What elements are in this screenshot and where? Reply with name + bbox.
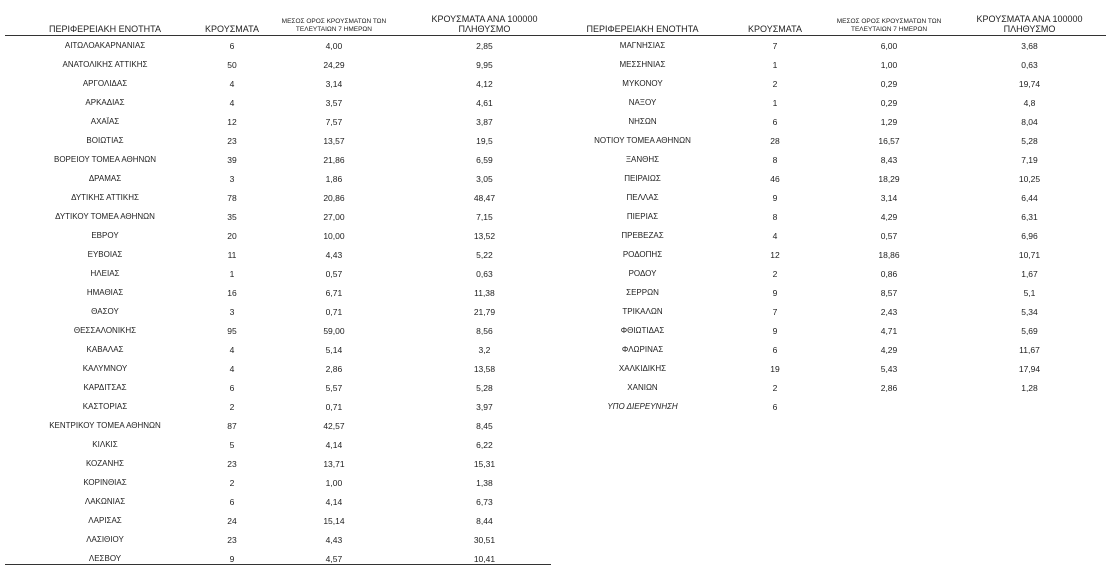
header-avg-7-days: ΜΕΣΟΣ ΟΡΟΣ ΚΡΟΥΣΜΑΤΩΝ ΤΩΝ ΤΕΛΕΥΤΑΙΩΝ 7 ΗΜΕΡΩΝ — [259, 12, 409, 36]
header-cases: ΚΡΟΥΣΜΑΤΑ — [725, 12, 825, 36]
table-row — [560, 131, 1106, 150]
per-100k-cell: 5,28 — [476, 382, 493, 393]
header-per-100k: ΚΡΟΥΣΜΑΤΑ ΑΝΑ 100000 ΠΛΗΘΥΣΜΟ — [409, 12, 560, 36]
per-100k-cell: 8,45 — [476, 420, 493, 431]
table-row — [5, 55, 560, 74]
region-cell: ΡΟΔΟΥ — [628, 269, 657, 278]
region-cell: ΠΙΕΡΙΑΣ — [626, 212, 659, 221]
cases-cell: 7 — [772, 306, 778, 317]
table-row — [5, 340, 560, 359]
avg-7-days-cell: 5,14 — [325, 344, 343, 355]
table-row — [5, 302, 560, 321]
table-row — [560, 245, 1106, 264]
cases-cell: 95 — [227, 325, 237, 336]
avg-7-days-cell: 4,29 — [880, 211, 898, 222]
table-body-left — [5, 36, 560, 569]
per-100k-cell: 4,12 — [476, 78, 493, 89]
cases-cell: 1 — [229, 268, 235, 279]
region-cell: ΛΕΣΒΟΥ — [88, 554, 122, 563]
per-100k-cell: 5,34 — [1021, 306, 1038, 317]
cases-cell: 6 — [229, 382, 235, 393]
region-cell: ΕΒΡΟΥ — [91, 231, 119, 240]
region-cell: ΚΟΡΙΝΘΙΑΣ — [83, 478, 127, 487]
region-cell: ΗΛΕΙΑΣ — [90, 269, 120, 278]
table-row — [5, 416, 560, 435]
avg-7-days-cell: 4,43 — [325, 534, 343, 545]
cases-table-right — [560, 12, 1106, 416]
cases-cell: 1 — [772, 97, 778, 108]
per-100k-cell: 8,04 — [1021, 116, 1038, 127]
avg-7-days-cell: 4,71 — [880, 325, 898, 336]
table-row — [560, 359, 1106, 378]
cases-cell: 4 — [229, 78, 235, 89]
cases-cell: 6 — [772, 116, 778, 127]
per-100k-cell: 1,38 — [476, 477, 493, 488]
cases-cell: 11 — [227, 249, 237, 260]
avg-7-days-cell: 10,00 — [323, 230, 345, 241]
table-row — [5, 435, 560, 454]
cases-cell: 2 — [229, 477, 235, 488]
avg-7-days-cell: 0,71 — [325, 306, 343, 317]
cases-cell: 4 — [229, 363, 235, 374]
table-row — [5, 530, 560, 549]
avg-7-days-cell: 15,14 — [323, 515, 345, 526]
region-cell: ΒΟΡΕΙΟΥ ΤΟΜΕΑ ΑΘΗΝΩΝ — [53, 155, 157, 164]
region-cell: ΜΥΚΟΝΟΥ — [622, 79, 663, 88]
region-cell: ΥΠΟ ΔΙΕΡΕΥΝΗΣΗ — [607, 402, 678, 411]
avg-7-days-cell — [825, 397, 953, 416]
table-row — [560, 378, 1106, 397]
cases-cell: 28 — [770, 135, 780, 146]
per-100k-cell: 8,44 — [476, 515, 493, 526]
cases-cell: 2 — [772, 78, 778, 89]
cases-cell: 50 — [227, 59, 237, 70]
region-cell: ΛΑΣΙΘΙΟΥ — [86, 535, 124, 544]
table-row — [560, 397, 1106, 416]
header-region: ΠΕΡΙΦΕΡΕΙΑΚΗ ΕΝΟΤΗΤΑ — [5, 12, 205, 36]
avg-7-days-cell: 8,43 — [880, 154, 898, 165]
per-100k-cell: 10,25 — [1018, 173, 1041, 184]
cases-cell: 8 — [772, 154, 778, 165]
per-100k-cell: 10,71 — [1018, 249, 1041, 260]
avg-7-days-cell: 1,29 — [880, 116, 898, 127]
region-cell: ΑΙΤΩΛΟΑΚΑΡΝΑΝΙΑΣ — [64, 41, 146, 50]
per-100k-cell: 48,47 — [473, 192, 496, 203]
cases-cell: 2 — [229, 401, 235, 412]
avg-7-days-cell: 59,00 — [323, 325, 345, 336]
cases-cell: 9 — [772, 192, 778, 203]
avg-7-days-cell: 42,57 — [323, 420, 345, 431]
avg-7-days-cell: 2,86 — [325, 363, 343, 374]
table-row — [560, 74, 1106, 93]
per-100k-cell: 13,58 — [473, 363, 496, 374]
cases-cell: 2 — [772, 382, 778, 393]
avg-7-days-cell: 21,86 — [323, 154, 345, 165]
per-100k-cell: 3,68 — [1021, 40, 1038, 51]
per-100k-cell: 8,56 — [476, 325, 493, 336]
per-100k-cell: 5,1 — [1023, 287, 1036, 298]
per-100k-cell: 7,19 — [1021, 154, 1038, 165]
table-row — [5, 188, 560, 207]
region-cell: ΔΡΑΜΑΣ — [88, 174, 122, 183]
per-100k-cell: 4,61 — [476, 97, 493, 108]
cases-cell: 2 — [772, 268, 778, 279]
region-cell: ΑΡΚΑΔΙΑΣ — [85, 98, 125, 107]
table-row — [5, 378, 560, 397]
per-100k-cell: 5,28 — [1021, 135, 1038, 146]
cases-cell: 87 — [227, 420, 237, 431]
table-row — [5, 264, 560, 283]
per-100k-cell: 3,87 — [476, 116, 493, 127]
region-cell: ΞΑΝΘΗΣ — [625, 155, 660, 164]
table-row — [5, 169, 560, 188]
avg-7-days-cell: 2,43 — [880, 306, 898, 317]
header-per-100k: ΚΡΟΥΣΜΑΤΑ ΑΝΑ 100000 ΠΛΗΘΥΣΜΟ — [953, 12, 1106, 36]
table-row — [560, 36, 1106, 56]
per-100k-cell: 3,05 — [476, 173, 493, 184]
cases-cell: 78 — [227, 192, 237, 203]
table-row — [560, 169, 1106, 188]
avg-7-days-cell: 0,71 — [325, 401, 343, 412]
cases-cell: 19 — [770, 363, 780, 374]
cases-cell: 7 — [772, 40, 778, 51]
per-100k-cell: 6,22 — [476, 439, 493, 450]
avg-7-days-cell: 4,57 — [325, 553, 343, 564]
avg-7-days-cell: 8,57 — [880, 287, 898, 298]
avg-7-days-cell: 7,57 — [325, 116, 343, 127]
per-100k-cell: 1,67 — [1021, 268, 1038, 279]
region-cell: ΡΟΔΟΠΗΣ — [622, 250, 663, 259]
region-cell: ΚΑΡΔΙΤΣΑΣ — [83, 383, 127, 392]
avg-7-days-cell: 0,29 — [880, 97, 898, 108]
region-cell: ΕΥΒΟΙΑΣ — [87, 250, 123, 259]
avg-7-days-cell: 0,57 — [880, 230, 898, 241]
cases-cell: 20 — [227, 230, 237, 241]
avg-7-days-cell: 1,00 — [325, 477, 343, 488]
region-cell: ΔΥΤΙΚΟΥ ΤΟΜΕΑ ΑΘΗΝΩΝ — [55, 212, 155, 221]
region-cell: ΑΡΓΟΛΙΔΑΣ — [82, 79, 128, 88]
cases-cell: 5 — [229, 439, 235, 450]
table-row — [560, 112, 1106, 131]
avg-7-days-cell: 24,29 — [323, 59, 345, 70]
table-row — [5, 245, 560, 264]
per-100k-cell: 6,96 — [1021, 230, 1038, 241]
cases-cell: 23 — [227, 458, 237, 469]
cases-table-left — [5, 12, 560, 568]
cases-cell: 9 — [772, 287, 778, 298]
table-row — [560, 264, 1106, 283]
avg-7-days-cell: 6,00 — [880, 40, 898, 51]
region-cell: ΦΘΙΩΤΙΔΑΣ — [620, 326, 665, 335]
per-100k-cell: 6,73 — [476, 496, 493, 507]
cases-cell: 6 — [772, 344, 778, 355]
table-body-right — [560, 36, 1106, 417]
region-cell: ΘΑΣΟΥ — [91, 307, 119, 316]
cases-cell: 4 — [772, 230, 778, 241]
cases-cell: 6 — [772, 401, 778, 412]
region-cell: ΧΑΛΚΙΔΙΚΗΣ — [618, 364, 667, 373]
avg-7-days-cell: 18,86 — [878, 249, 900, 260]
per-100k-cell: 1,28 — [1021, 382, 1038, 393]
avg-7-days-cell: 13,71 — [323, 458, 345, 469]
region-cell: ΚΟΖΑΝΗΣ — [85, 459, 125, 468]
per-100k-cell: 6,31 — [1021, 211, 1038, 222]
header-region: ΠΕΡΙΦΕΡΕΙΑΚΗ ΕΝΟΤΗΤΑ — [560, 12, 725, 36]
cases-cell: 4 — [229, 97, 235, 108]
region-cell: ΠΡΕΒΕΖΑΣ — [621, 231, 664, 240]
per-100k-cell: 6,59 — [476, 154, 493, 165]
table-row — [5, 131, 560, 150]
per-100k-cell: 15,31 — [473, 458, 496, 469]
table-row — [560, 55, 1106, 74]
avg-7-days-cell: 3,14 — [880, 192, 898, 203]
region-cell: ΚΑΒΑΛΑΣ — [86, 345, 124, 354]
per-100k-cell: 6,44 — [1021, 192, 1038, 203]
per-100k-cell: 5,22 — [476, 249, 493, 260]
region-cell: ΦΛΩΡΙΝΑΣ — [621, 345, 664, 354]
table-row — [5, 359, 560, 378]
region-cell: ΑΧΑΪΑΣ — [90, 117, 120, 126]
region-cell: ΝΗΣΩΝ — [628, 117, 657, 126]
avg-7-days-cell: 0,57 — [325, 268, 343, 279]
cases-cell: 3 — [229, 306, 235, 317]
table-row — [5, 226, 560, 245]
cases-cell: 35 — [227, 211, 237, 222]
cases-cell: 9 — [229, 553, 235, 564]
avg-7-days-cell: 4,14 — [325, 496, 343, 507]
region-cell: ΣΕΡΡΩΝ — [626, 288, 659, 297]
cases-cell: 23 — [227, 135, 237, 146]
avg-7-days-cell: 2,86 — [880, 382, 898, 393]
per-100k-cell: 17,94 — [1018, 363, 1041, 374]
region-cell: ΚΑΛΥΜΝΟΥ — [82, 364, 128, 373]
cases-cell: 12 — [770, 249, 780, 260]
table-row — [560, 302, 1106, 321]
cases-cell: 6 — [229, 40, 235, 51]
avg-7-days-cell: 0,86 — [880, 268, 898, 279]
table-row — [560, 93, 1106, 112]
cases-cell: 24 — [227, 515, 237, 526]
header-avg-7-days: ΜΕΣΟΣ ΟΡΟΣ ΚΡΟΥΣΜΑΤΩΝ ΤΩΝ ΤΕΛΕΥΤΑΙΩΝ 7 ΗΜΕΡΩΝ — [825, 12, 953, 36]
per-100k-cell: 19,5 — [476, 135, 493, 146]
avg-7-days-cell: 13,57 — [323, 135, 345, 146]
per-100k-cell: 30,51 — [473, 534, 496, 545]
avg-7-days-cell: 3,14 — [325, 78, 343, 89]
cases-cell: 3 — [229, 173, 235, 184]
per-100k-cell: 2,85 — [476, 40, 493, 51]
per-100k-cell: 19,74 — [1018, 78, 1041, 89]
header-cases: ΚΡΟΥΣΜΑΤΑ — [205, 12, 259, 36]
per-100k-cell: 11,67 — [1019, 344, 1040, 355]
avg-7-days-cell: 16,57 — [878, 135, 900, 146]
table-header — [5, 12, 560, 36]
region-cell: ΜΑΓΝΗΣΙΑΣ — [619, 41, 666, 50]
region-cell: ΤΡΙΚΑΛΩΝ — [622, 307, 663, 316]
table-row — [5, 454, 560, 473]
region-cell: ΗΜΑΘΙΑΣ — [86, 288, 124, 297]
region-cell: ΛΑΡΙΣΑΣ — [88, 516, 122, 525]
cases-cell: 46 — [770, 173, 780, 184]
region-cell: ΚΙΛΚΙΣ — [92, 440, 118, 449]
cases-cell: 39 — [227, 154, 237, 165]
table-row — [560, 226, 1106, 245]
table-row — [5, 321, 560, 340]
table-row — [560, 340, 1106, 359]
avg-7-days-cell: 1,86 — [325, 173, 343, 184]
avg-7-days-cell: 6,71 — [325, 287, 343, 298]
cases-cell: 23 — [227, 534, 237, 545]
region-cell: ΛΑΚΩΝΙΑΣ — [84, 497, 126, 506]
avg-7-days-cell: 4,00 — [325, 40, 343, 51]
table-row — [5, 397, 560, 416]
cases-cell: 8 — [772, 211, 778, 222]
bottom-rule — [5, 564, 551, 565]
per-100k-cell: 7,15 — [476, 211, 493, 222]
cases-cell: 12 — [227, 116, 237, 127]
region-cell: ΧΑΝΙΩΝ — [627, 383, 658, 392]
per-100k-cell: 9,95 — [476, 59, 493, 70]
avg-7-days-cell: 20,86 — [323, 192, 345, 203]
table-row — [5, 283, 560, 302]
table-header — [560, 12, 1106, 36]
avg-7-days-cell: 3,57 — [325, 97, 343, 108]
region-cell: ΘΕΣΣΑΛΟΝΙΚΗΣ — [73, 326, 137, 335]
avg-7-days-cell: 4,43 — [325, 249, 343, 260]
per-100k-cell: 21,79 — [473, 306, 496, 317]
table-row — [560, 150, 1106, 169]
avg-7-days-cell: 27,00 — [323, 211, 345, 222]
region-cell: ΒΟΙΩΤΙΑΣ — [86, 136, 124, 145]
table-row — [5, 112, 560, 131]
avg-7-days-cell: 18,29 — [878, 173, 900, 184]
cases-cell: 16 — [227, 287, 237, 298]
region-cell: ΚΑΣΤΟΡΙΑΣ — [82, 402, 128, 411]
per-100k-cell: 13,52 — [473, 230, 496, 241]
table-row — [560, 283, 1106, 302]
region-cell: ΠΕΛΛΑΣ — [626, 193, 659, 202]
per-100k-cell: 3,97 — [476, 401, 493, 412]
region-cell: ΜΕΣΣΗΝΙΑΣ — [619, 60, 666, 69]
table-row — [5, 36, 560, 56]
per-100k-cell: 0,63 — [1021, 59, 1038, 70]
table-row — [560, 321, 1106, 340]
region-cell: ΚΕΝΤΡΙΚΟΥ ΤΟΜΕΑ ΑΘΗΝΩΝ — [49, 421, 161, 430]
region-cell: ΝΑΞΟΥ — [628, 98, 657, 107]
cases-cell: 1 — [772, 59, 778, 70]
table-row — [560, 188, 1106, 207]
table-row — [5, 492, 560, 511]
cases-cell: 6 — [229, 496, 235, 507]
table-row — [5, 511, 560, 530]
per-100k-cell: 10,41 — [473, 553, 496, 564]
cases-cell: 9 — [772, 325, 778, 336]
region-cell: ΝΟΤΙΟΥ ΤΟΜΕΑ ΑΘΗΝΩΝ — [594, 136, 691, 145]
per-100k-cell: 0,63 — [476, 268, 493, 279]
table-row — [5, 473, 560, 492]
avg-7-days-cell: 0,29 — [880, 78, 898, 89]
table-row — [5, 93, 560, 112]
cases-cell: 4 — [229, 344, 235, 355]
table-row — [5, 549, 560, 568]
per-100k-cell: 3,2 — [478, 344, 491, 355]
per-100k-cell: 11,38 — [474, 287, 495, 298]
table-row — [560, 207, 1106, 226]
region-cell: ΠΕΙΡΑΙΩΣ — [624, 174, 661, 183]
per-100k-cell: 5,69 — [1021, 325, 1038, 336]
region-cell: ΔΥΤΙΚΗΣ ΑΤΤΙΚΗΣ — [71, 193, 139, 202]
per-100k-cell: 4,8 — [1023, 97, 1036, 108]
avg-7-days-cell: 1,00 — [880, 59, 898, 70]
table-row — [5, 207, 560, 226]
avg-7-days-cell: 4,29 — [880, 344, 898, 355]
avg-7-days-cell: 4,14 — [325, 439, 343, 450]
avg-7-days-cell: 5,43 — [880, 363, 898, 374]
table-row — [5, 150, 560, 169]
per-100k-cell — [953, 397, 1106, 416]
avg-7-days-cell: 5,57 — [325, 382, 343, 393]
table-row — [5, 74, 560, 93]
region-cell: ΑΝΑΤΟΛΙΚΗΣ ΑΤΤΙΚΗΣ — [62, 60, 148, 69]
